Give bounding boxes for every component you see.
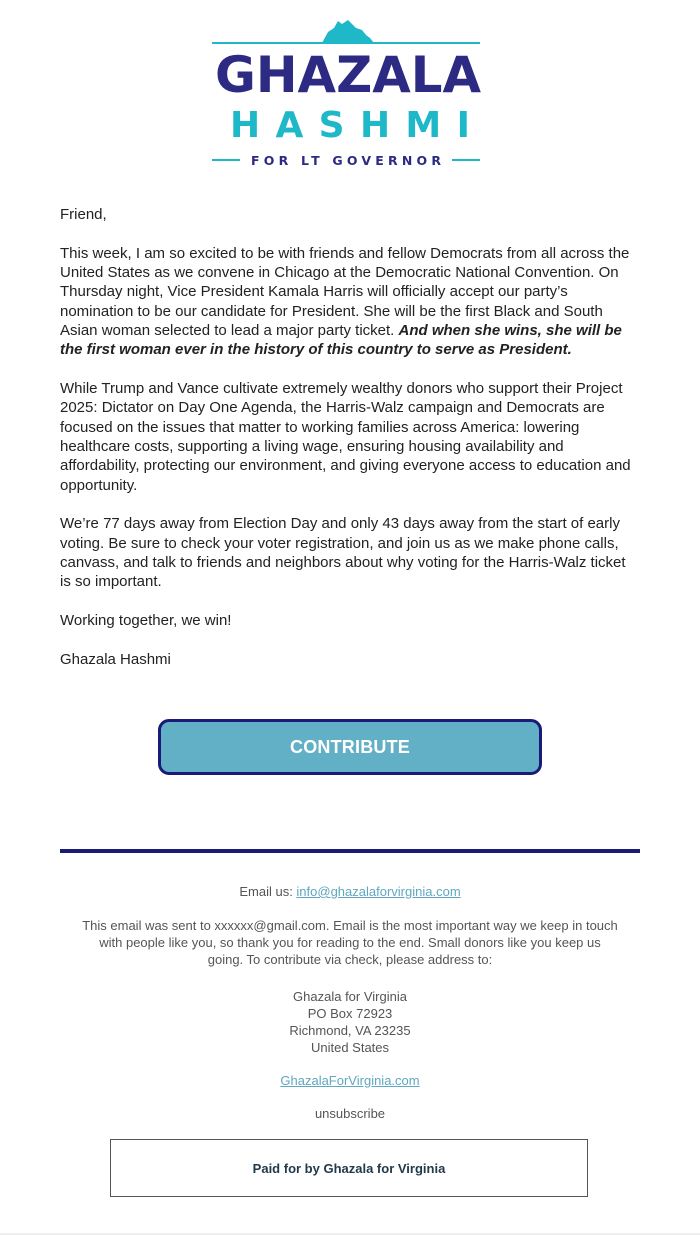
paid-for-disclaimer: Paid for by Ghazala for Virginia — [110, 1139, 588, 1197]
logo-name-first: GHAZALA — [215, 46, 482, 104]
footer — [80, 883, 620, 1122]
paragraph-convention-text: This week, I am so excited to be with friends and fellow Democrats from all across the United States as we convene in Chicago at the Democratic National Convention. On Thursday night, Vice President Kamala Harris will officially accept our party’s nomination to be our candidate for President. She will be the first Black and South Asian woman selected to lead a major party ticket. — [60, 244, 630, 339]
campaign-logo — [0, 18, 700, 168]
logo-graphic — [210, 18, 490, 168]
paragraph-convention-emphasis: And when she wins, she will be the first woman ever in the history of this country to serve as President. — [60, 321, 622, 359]
address-line: Richmond, VA 23235 — [289, 1023, 411, 1038]
logo-tagline: FOR LT GOVERNOR — [251, 153, 441, 168]
address-line: United States — [310, 1040, 390, 1055]
virginia-state-icon — [322, 20, 374, 43]
paragraph-issues: While Trump and Vance cultivate extremely wealthy donors who support their Project 2025: Dictator on Day One Agenda, the Harris-Walz campaign and Democrats are focused on the issues that matter to working families across America: lowering healthcare costs, supporting a living wage, ensuring housing availability and affordability, protecting our environment, and giving everyone access to education and opportunity. — [60, 380, 631, 494]
paragraph-convention — [60, 244, 640, 360]
footer-email-link[interactable]: info@ghazalaforvirginia.com — [296, 884, 461, 899]
letter-body — [60, 205, 640, 689]
address-line: Ghazala for Virginia — [293, 989, 407, 1004]
mailing-address — [80, 988, 620, 1056]
closing-line: Working together, we win! — [60, 612, 232, 630]
contribute-button[interactable]: CONTRIBUTE — [158, 719, 542, 775]
footer-note: This email was sent to xxxxxx@gmail.com. Email is the most important way we keep in touch with people like you, so thank you for reading to the end. Small donors like you keep us going. To contribute via check, please address to: — [82, 918, 618, 967]
paragraph-election-countdown: We’re 77 days away from Election Day and only 43 days away from the start of early voting. Be sure to check your voter registration, and join us as we make phone calls, canvass, and talk to friends and neighbors about why voting for the Harris-Walz ticket is so important. — [60, 515, 626, 591]
greeting: Friend, — [60, 206, 107, 223]
signature: Ghazala Hashmi — [60, 650, 171, 668]
footer-divider — [60, 849, 640, 853]
address-line: PO Box 72923 — [307, 1006, 393, 1021]
unsubscribe-link[interactable]: unsubscribe — [314, 1106, 386, 1121]
logo-name-last: HASHMI — [230, 105, 470, 146]
footer-email-label: Email us: — [239, 884, 297, 899]
footer-email-line — [80, 883, 620, 900]
website-link[interactable]: GhazalaForVirginia.com — [280, 1073, 420, 1088]
footer-website-line — [80, 1072, 620, 1089]
